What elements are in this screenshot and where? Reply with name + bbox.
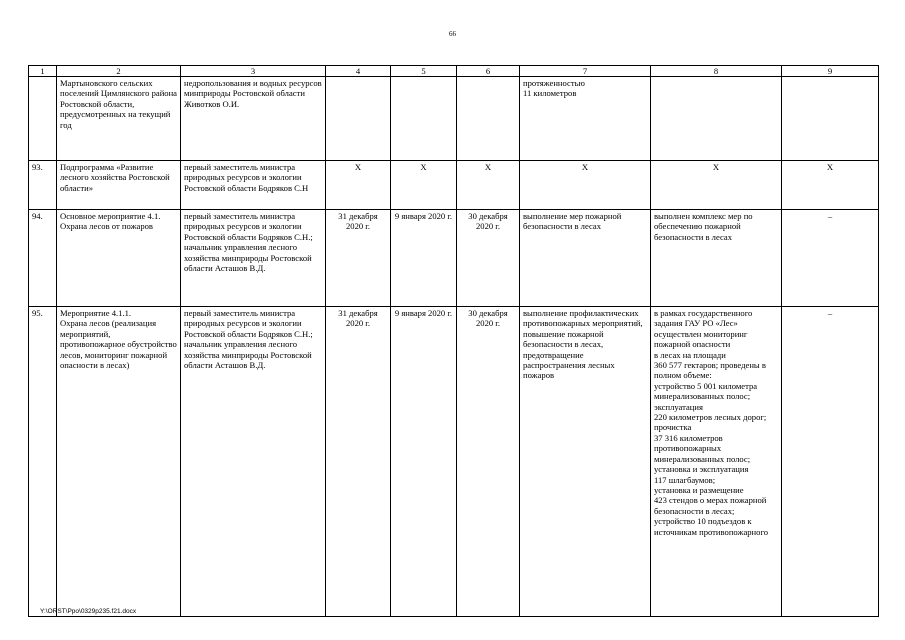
table-row <box>29 210 879 307</box>
row-number: 94. <box>29 210 57 307</box>
row-number: 95. <box>29 307 57 617</box>
plan-date: 31 декабря 2020 г. <box>326 210 391 307</box>
event-name: Мартыновского сельских поселений Цимлянского района Ростовской области, предусмотренных на текущий год <box>57 77 181 161</box>
actual-start: Х <box>391 161 457 210</box>
plan-date <box>326 77 391 161</box>
actual-result: в рамках государственного задания ГАУ РО «Лес» осуществлен мониторинг пожарной опасности в лесах на площади 360 577 гектаров; проведены в полном объеме: устройство 5 001 километра минерализованных полос; эксплуатация 220 километров лесных дорог; прочистка 37 316 километров противопожарных минерализованных полос; установка и эксплуатация 117 шлагбаумов; установка и размещение 423 стендов о мерах пожарной безопасности в лесах; устройство 10 подъездов к источникам противопожарного <box>651 307 782 617</box>
event-name: Мероприятие 4.1.1. Охрана лесов (реализация мероприятий, противопожарное обустройство лесов, мониторинг пожарной опасности в лесах) <box>57 307 181 617</box>
header-cell: 3 <box>181 66 326 77</box>
plan-date: 31 декабря 2020 г. <box>326 307 391 617</box>
responsible: первый заместитель министра природных ресурсов и экологии Ростовской области Бодряков С.Н.; начальник управления лесного хозяйства минприроды Ростовской области Асташов В.Д. <box>181 307 326 617</box>
responsible: первый заместитель министра природных ресурсов и экологии Ростовской области Бодряков С.Н.; начальник управления лесного хозяйства минприроды Ростовской области Асташов В.Д. <box>181 210 326 307</box>
table-row <box>29 307 879 617</box>
actual-start <box>391 77 457 161</box>
row-number: 93. <box>29 161 57 210</box>
actual-result: Х <box>651 161 782 210</box>
report-table <box>28 65 879 617</box>
header-cell: 1 <box>29 66 57 77</box>
problems <box>782 77 879 161</box>
event-name: Подпрограмма «Развитие лесного хозяйства Ростовской области» <box>57 161 181 210</box>
responsible: недропользования и водных ресурсов минприроды Ростовской области Животков О.И. <box>181 77 326 161</box>
header-cell: 7 <box>520 66 651 77</box>
actual-result: выполнен комплекс мер по обеспечению пожарной безопасности в лесах <box>651 210 782 307</box>
header-cell: 2 <box>57 66 181 77</box>
actual-start: 9 января 2020 г. <box>391 307 457 617</box>
header-cell: 9 <box>782 66 879 77</box>
actual-end: Х <box>457 161 520 210</box>
header-cell: 5 <box>391 66 457 77</box>
problems: Х <box>782 161 879 210</box>
page-number: 66 <box>449 30 456 38</box>
actual-result <box>651 77 782 161</box>
event-name: Основное мероприятие 4.1. Охрана лесов от пожаров <box>57 210 181 307</box>
actual-end: 30 декабря 2020 г. <box>457 210 520 307</box>
planned-result: протяженностью 11 километров <box>520 77 651 161</box>
problems: – <box>782 210 879 307</box>
actual-end: 30 декабря 2020 г. <box>457 307 520 617</box>
file-path-footer: Y:\ORST\Ppo\0329p235.f21.docx <box>40 608 137 615</box>
plan-date: Х <box>326 161 391 210</box>
table-row <box>29 77 879 161</box>
header-row <box>29 66 879 77</box>
responsible: первый заместитель министра природных ресурсов и экологии Ростовской области Бодряков С.Н <box>181 161 326 210</box>
table-row <box>29 161 879 210</box>
header-cell: 6 <box>457 66 520 77</box>
actual-end <box>457 77 520 161</box>
planned-result: выполнение профилактических противопожарных мероприятий, повышение пожарной безопасности в лесах, предотвращение распространения лесных пожаров <box>520 307 651 617</box>
header-cell: 4 <box>326 66 391 77</box>
header-cell: 8 <box>651 66 782 77</box>
row-number <box>29 77 57 161</box>
actual-start: 9 января 2020 г. <box>391 210 457 307</box>
planned-result: Х <box>520 161 651 210</box>
problems: – <box>782 307 879 617</box>
planned-result: выполнение мер пожарной безопасности в лесах <box>520 210 651 307</box>
